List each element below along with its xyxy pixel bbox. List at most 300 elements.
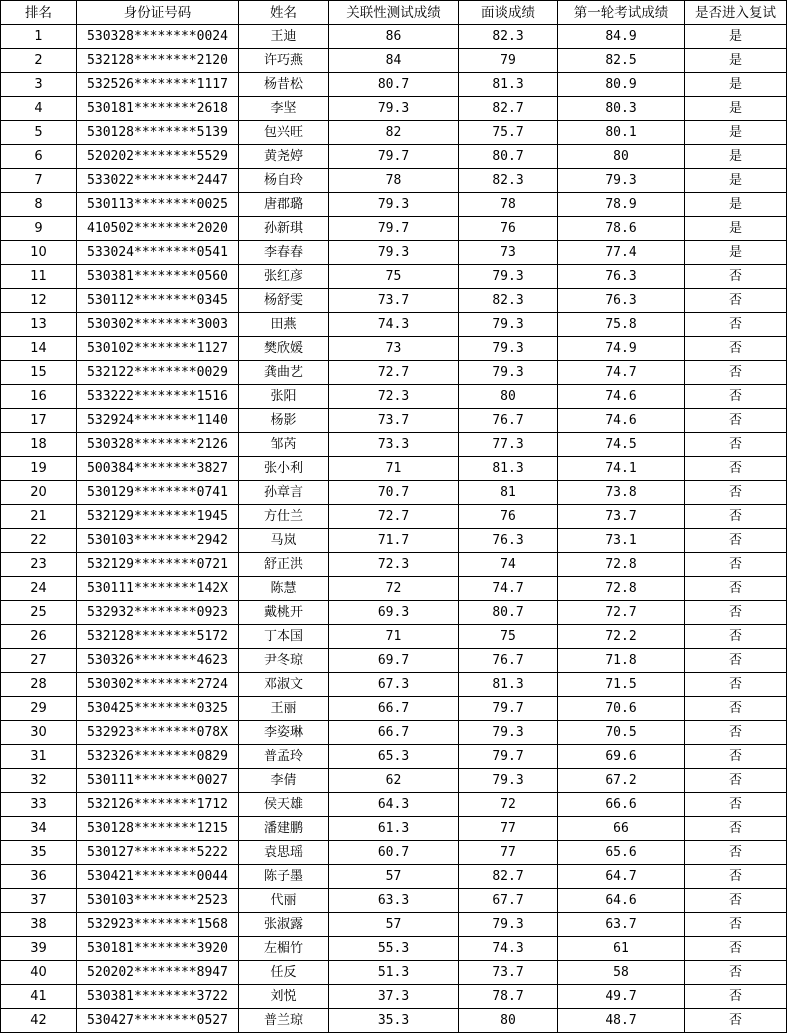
cell-interview-score: 79.3 — [459, 913, 558, 937]
cell-name: 杨影 — [239, 409, 329, 433]
cell-first-round-score: 70.5 — [558, 721, 685, 745]
cell-relevance-score: 71 — [329, 457, 459, 481]
table-row — [1, 937, 787, 961]
header-rank: 排名 — [1, 1, 77, 25]
cell-id-number: 530102********1127 — [77, 337, 239, 361]
cell-advance: 是 — [685, 193, 787, 217]
header-name: 姓名 — [239, 1, 329, 25]
cell-relevance-score: 73.3 — [329, 433, 459, 457]
cell-name: 田燕 — [239, 313, 329, 337]
cell-id-number: 530302********2724 — [77, 673, 239, 697]
table-row — [1, 241, 787, 265]
cell-relevance-score: 73.7 — [329, 409, 459, 433]
cell-advance: 否 — [685, 265, 787, 289]
cell-rank: 25 — [1, 601, 77, 625]
table-row — [1, 481, 787, 505]
cell-name: 李坚 — [239, 97, 329, 121]
cell-advance: 否 — [685, 961, 787, 985]
cell-relevance-score: 67.3 — [329, 673, 459, 697]
cell-interview-score: 74 — [459, 553, 558, 577]
cell-rank: 18 — [1, 433, 77, 457]
cell-name: 孙新琪 — [239, 217, 329, 241]
cell-relevance-score: 63.3 — [329, 889, 459, 913]
cell-rank: 32 — [1, 769, 77, 793]
cell-id-number: 500384********3827 — [77, 457, 239, 481]
table-row — [1, 601, 787, 625]
table-row — [1, 529, 787, 553]
cell-relevance-score: 71 — [329, 625, 459, 649]
cell-interview-score: 80 — [459, 1009, 558, 1033]
table-row — [1, 745, 787, 769]
cell-id-number: 530111********0027 — [77, 769, 239, 793]
cell-id-number: 530128********5139 — [77, 121, 239, 145]
cell-advance: 否 — [685, 457, 787, 481]
cell-advance: 否 — [685, 721, 787, 745]
cell-name: 潘建鹏 — [239, 817, 329, 841]
cell-relevance-score: 66.7 — [329, 697, 459, 721]
cell-relevance-score: 62 — [329, 769, 459, 793]
table-row — [1, 889, 787, 913]
cell-advance: 是 — [685, 217, 787, 241]
cell-relevance-score: 82 — [329, 121, 459, 145]
cell-advance: 否 — [685, 361, 787, 385]
cell-advance: 否 — [685, 673, 787, 697]
cell-relevance-score: 69.3 — [329, 601, 459, 625]
cell-first-round-score: 72.8 — [558, 577, 685, 601]
cell-rank: 9 — [1, 217, 77, 241]
table-row — [1, 817, 787, 841]
cell-first-round-score: 70.6 — [558, 697, 685, 721]
cell-advance: 是 — [685, 97, 787, 121]
cell-interview-score: 73.7 — [459, 961, 558, 985]
cell-name: 任反 — [239, 961, 329, 985]
cell-interview-score: 81 — [459, 481, 558, 505]
cell-advance: 否 — [685, 505, 787, 529]
cell-advance: 是 — [685, 25, 787, 49]
cell-first-round-score: 74.1 — [558, 457, 685, 481]
cell-id-number: 530129********0741 — [77, 481, 239, 505]
cell-first-round-score: 74.9 — [558, 337, 685, 361]
table-header — [1, 1, 787, 25]
cell-interview-score: 79 — [459, 49, 558, 73]
cell-id-number: 533024********0541 — [77, 241, 239, 265]
table-row — [1, 625, 787, 649]
cell-first-round-score: 74.6 — [558, 409, 685, 433]
cell-relevance-score: 65.3 — [329, 745, 459, 769]
cell-interview-score: 72 — [459, 793, 558, 817]
cell-rank: 28 — [1, 673, 77, 697]
table-row — [1, 313, 787, 337]
cell-interview-score: 81.3 — [459, 673, 558, 697]
cell-name: 侯天雄 — [239, 793, 329, 817]
cell-relevance-score: 79.7 — [329, 217, 459, 241]
cell-first-round-score: 61 — [558, 937, 685, 961]
cell-rank: 23 — [1, 553, 77, 577]
cell-interview-score: 79.3 — [459, 769, 558, 793]
header-advance-to-retest: 是否进入复试 — [685, 1, 787, 25]
cell-rank: 21 — [1, 505, 77, 529]
header-interview-score: 面谈成绩 — [459, 1, 558, 25]
cell-id-number: 530381********0560 — [77, 265, 239, 289]
cell-rank: 1 — [1, 25, 77, 49]
cell-name: 代丽 — [239, 889, 329, 913]
cell-rank: 41 — [1, 985, 77, 1009]
cell-id-number: 530381********3722 — [77, 985, 239, 1009]
cell-advance: 是 — [685, 241, 787, 265]
table-row — [1, 361, 787, 385]
cell-advance: 否 — [685, 913, 787, 937]
cell-first-round-score: 64.6 — [558, 889, 685, 913]
cell-rank: 39 — [1, 937, 77, 961]
cell-first-round-score: 65.6 — [558, 841, 685, 865]
cell-name: 王丽 — [239, 697, 329, 721]
cell-rank: 6 — [1, 145, 77, 169]
cell-id-number: 530421********0044 — [77, 865, 239, 889]
cell-relevance-score: 71.7 — [329, 529, 459, 553]
cell-rank: 12 — [1, 289, 77, 313]
cell-name: 普兰琼 — [239, 1009, 329, 1033]
cell-first-round-score: 66 — [558, 817, 685, 841]
cell-name: 马岚 — [239, 529, 329, 553]
cell-name: 孙章言 — [239, 481, 329, 505]
cell-first-round-score: 67.2 — [558, 769, 685, 793]
cell-id-number: 532129********1945 — [77, 505, 239, 529]
cell-advance: 否 — [685, 745, 787, 769]
cell-rank: 3 — [1, 73, 77, 97]
table-row — [1, 913, 787, 937]
cell-advance: 是 — [685, 145, 787, 169]
table-row — [1, 697, 787, 721]
cell-name: 张淑露 — [239, 913, 329, 937]
cell-advance: 否 — [685, 289, 787, 313]
cell-advance: 否 — [685, 793, 787, 817]
cell-relevance-score: 79.3 — [329, 97, 459, 121]
table-row — [1, 385, 787, 409]
cell-name: 左楣竹 — [239, 937, 329, 961]
cell-interview-score: 80 — [459, 385, 558, 409]
cell-interview-score: 80.7 — [459, 145, 558, 169]
cell-rank: 15 — [1, 361, 77, 385]
cell-first-round-score: 78.6 — [558, 217, 685, 241]
cell-rank: 38 — [1, 913, 77, 937]
cell-id-number: 530425********0325 — [77, 697, 239, 721]
table-row — [1, 145, 787, 169]
cell-rank: 4 — [1, 97, 77, 121]
cell-first-round-score: 80.9 — [558, 73, 685, 97]
cell-relevance-score: 57 — [329, 865, 459, 889]
cell-name: 黄尧婷 — [239, 145, 329, 169]
table-row — [1, 1009, 787, 1033]
cell-id-number: 520202********8947 — [77, 961, 239, 985]
table-row — [1, 169, 787, 193]
table-row — [1, 25, 787, 49]
cell-id-number: 530326********4623 — [77, 649, 239, 673]
cell-relevance-score: 73.7 — [329, 289, 459, 313]
table-row — [1, 793, 787, 817]
cell-name: 王迪 — [239, 25, 329, 49]
cell-name: 李春春 — [239, 241, 329, 265]
table-row — [1, 985, 787, 1009]
cell-rank: 11 — [1, 265, 77, 289]
cell-interview-score: 82.3 — [459, 169, 558, 193]
cell-first-round-score: 72.8 — [558, 553, 685, 577]
table-row — [1, 73, 787, 97]
cell-interview-score: 82.3 — [459, 289, 558, 313]
table-row — [1, 505, 787, 529]
cell-interview-score: 79.3 — [459, 265, 558, 289]
cell-rank: 31 — [1, 745, 77, 769]
cell-name: 杨昔松 — [239, 73, 329, 97]
cell-interview-score: 76.3 — [459, 529, 558, 553]
cell-rank: 8 — [1, 193, 77, 217]
cell-rank: 37 — [1, 889, 77, 913]
cell-relevance-score: 86 — [329, 25, 459, 49]
cell-first-round-score: 73.1 — [558, 529, 685, 553]
cell-interview-score: 82.7 — [459, 97, 558, 121]
cell-rank: 24 — [1, 577, 77, 601]
cell-advance: 是 — [685, 49, 787, 73]
table-row — [1, 577, 787, 601]
cell-advance: 否 — [685, 385, 787, 409]
cell-interview-score: 74.3 — [459, 937, 558, 961]
cell-first-round-score: 71.5 — [558, 673, 685, 697]
cell-relevance-score: 79.3 — [329, 241, 459, 265]
cell-id-number: 410502********2020 — [77, 217, 239, 241]
cell-first-round-score: 64.7 — [558, 865, 685, 889]
cell-advance: 否 — [685, 337, 787, 361]
table-row — [1, 289, 787, 313]
header-first-round-score: 第一轮考试成绩 — [558, 1, 685, 25]
cell-id-number: 530112********0345 — [77, 289, 239, 313]
cell-relevance-score: 72.7 — [329, 505, 459, 529]
cell-interview-score: 82.7 — [459, 865, 558, 889]
cell-name: 樊欣媛 — [239, 337, 329, 361]
table-row — [1, 337, 787, 361]
table-row — [1, 409, 787, 433]
cell-id-number: 532932********0923 — [77, 601, 239, 625]
cell-interview-score: 76 — [459, 217, 558, 241]
cell-first-round-score: 58 — [558, 961, 685, 985]
cell-advance: 否 — [685, 985, 787, 1009]
cell-first-round-score: 80.1 — [558, 121, 685, 145]
cell-rank: 40 — [1, 961, 77, 985]
cell-first-round-score: 84.9 — [558, 25, 685, 49]
cell-name: 丁本国 — [239, 625, 329, 649]
table-row — [1, 433, 787, 457]
cell-advance: 否 — [685, 817, 787, 841]
cell-rank: 7 — [1, 169, 77, 193]
cell-advance: 否 — [685, 865, 787, 889]
cell-name: 包兴旺 — [239, 121, 329, 145]
cell-interview-score: 74.7 — [459, 577, 558, 601]
cell-name: 张阳 — [239, 385, 329, 409]
cell-advance: 否 — [685, 649, 787, 673]
cell-id-number: 530127********5222 — [77, 841, 239, 865]
cell-name: 普孟玲 — [239, 745, 329, 769]
cell-first-round-score: 82.5 — [558, 49, 685, 73]
cell-rank: 35 — [1, 841, 77, 865]
cell-rank: 30 — [1, 721, 77, 745]
cell-interview-score: 81.3 — [459, 457, 558, 481]
cell-first-round-score: 72.7 — [558, 601, 685, 625]
cell-interview-score: 79.3 — [459, 337, 558, 361]
cell-rank: 17 — [1, 409, 77, 433]
cell-first-round-score: 73.7 — [558, 505, 685, 529]
cell-name: 方仕兰 — [239, 505, 329, 529]
cell-id-number: 532924********1140 — [77, 409, 239, 433]
table-row — [1, 193, 787, 217]
cell-interview-score: 78 — [459, 193, 558, 217]
cell-interview-score: 75 — [459, 625, 558, 649]
cell-name: 戴桃开 — [239, 601, 329, 625]
cell-name: 刘悦 — [239, 985, 329, 1009]
cell-name: 袁思瑶 — [239, 841, 329, 865]
cell-advance: 否 — [685, 577, 787, 601]
cell-relevance-score: 69.7 — [329, 649, 459, 673]
cell-name: 张小利 — [239, 457, 329, 481]
table-row — [1, 457, 787, 481]
cell-name: 杨舒雯 — [239, 289, 329, 313]
cell-first-round-score: 74.5 — [558, 433, 685, 457]
table-row — [1, 49, 787, 73]
cell-interview-score: 78.7 — [459, 985, 558, 1009]
cell-relevance-score: 84 — [329, 49, 459, 73]
cell-first-round-score: 80.3 — [558, 97, 685, 121]
cell-relevance-score: 55.3 — [329, 937, 459, 961]
cell-advance: 否 — [685, 889, 787, 913]
cell-advance: 否 — [685, 697, 787, 721]
cell-relevance-score: 64.3 — [329, 793, 459, 817]
cell-interview-score: 76.7 — [459, 649, 558, 673]
cell-id-number: 532923********1568 — [77, 913, 239, 937]
cell-id-number: 532526********1117 — [77, 73, 239, 97]
cell-name: 张红彦 — [239, 265, 329, 289]
cell-id-number: 530113********0025 — [77, 193, 239, 217]
cell-rank: 2 — [1, 49, 77, 73]
cell-advance: 是 — [685, 169, 787, 193]
table-row — [1, 553, 787, 577]
table-row — [1, 265, 787, 289]
table-row — [1, 97, 787, 121]
cell-id-number: 530103********2523 — [77, 889, 239, 913]
cell-name: 杨自玲 — [239, 169, 329, 193]
cell-relevance-score: 78 — [329, 169, 459, 193]
cell-id-number: 530181********3920 — [77, 937, 239, 961]
cell-first-round-score: 76.3 — [558, 289, 685, 313]
cell-interview-score: 82.3 — [459, 25, 558, 49]
cell-id-number: 530328********0024 — [77, 25, 239, 49]
cell-interview-score: 77.3 — [459, 433, 558, 457]
cell-advance: 否 — [685, 313, 787, 337]
cell-relevance-score: 60.7 — [329, 841, 459, 865]
cell-advance: 是 — [685, 121, 787, 145]
cell-first-round-score: 78.9 — [558, 193, 685, 217]
cell-id-number: 520202********5529 — [77, 145, 239, 169]
cell-rank: 16 — [1, 385, 77, 409]
cell-id-number: 532326********0829 — [77, 745, 239, 769]
cell-relevance-score: 70.7 — [329, 481, 459, 505]
cell-name: 许巧燕 — [239, 49, 329, 73]
table-row — [1, 865, 787, 889]
cell-name: 李姿琳 — [239, 721, 329, 745]
cell-rank: 27 — [1, 649, 77, 673]
cell-id-number: 530181********2618 — [77, 97, 239, 121]
cell-rank: 20 — [1, 481, 77, 505]
cell-first-round-score: 79.3 — [558, 169, 685, 193]
cell-advance: 否 — [685, 841, 787, 865]
cell-rank: 29 — [1, 697, 77, 721]
table-row — [1, 841, 787, 865]
cell-interview-score: 79.3 — [459, 313, 558, 337]
cell-rank: 42 — [1, 1009, 77, 1033]
cell-relevance-score: 51.3 — [329, 961, 459, 985]
cell-advance: 否 — [685, 1009, 787, 1033]
cell-first-round-score: 69.6 — [558, 745, 685, 769]
cell-id-number: 530427********0527 — [77, 1009, 239, 1033]
cell-id-number: 532923********078X — [77, 721, 239, 745]
cell-relevance-score: 66.7 — [329, 721, 459, 745]
cell-id-number: 532128********2120 — [77, 49, 239, 73]
cell-relevance-score: 35.3 — [329, 1009, 459, 1033]
cell-id-number: 532129********0721 — [77, 553, 239, 577]
cell-id-number: 533022********2447 — [77, 169, 239, 193]
cell-id-number: 530128********1215 — [77, 817, 239, 841]
cell-interview-score: 81.3 — [459, 73, 558, 97]
cell-relevance-score: 79.3 — [329, 193, 459, 217]
cell-id-number: 532122********0029 — [77, 361, 239, 385]
cell-first-round-score: 76.3 — [558, 265, 685, 289]
cell-id-number: 530111********142X — [77, 577, 239, 601]
table-row — [1, 649, 787, 673]
cell-rank: 14 — [1, 337, 77, 361]
cell-name: 李倩 — [239, 769, 329, 793]
cell-relevance-score: 57 — [329, 913, 459, 937]
cell-relevance-score: 72 — [329, 577, 459, 601]
cell-rank: 10 — [1, 241, 77, 265]
cell-advance: 否 — [685, 553, 787, 577]
header-relevance-score: 关联性测试成绩 — [329, 1, 459, 25]
header-row — [1, 1, 787, 25]
cell-first-round-score: 66.6 — [558, 793, 685, 817]
cell-id-number: 533222********1516 — [77, 385, 239, 409]
cell-first-round-score: 80 — [558, 145, 685, 169]
cell-interview-score: 73 — [459, 241, 558, 265]
cell-name: 陈子墨 — [239, 865, 329, 889]
cell-rank: 33 — [1, 793, 77, 817]
cell-rank: 5 — [1, 121, 77, 145]
cell-advance: 否 — [685, 625, 787, 649]
cell-interview-score: 79.3 — [459, 361, 558, 385]
cell-relevance-score: 72.3 — [329, 553, 459, 577]
cell-interview-score: 80.7 — [459, 601, 558, 625]
cell-id-number: 532128********5172 — [77, 625, 239, 649]
cell-interview-score: 76 — [459, 505, 558, 529]
cell-rank: 34 — [1, 817, 77, 841]
cell-name: 尹冬琼 — [239, 649, 329, 673]
cell-first-round-score: 49.7 — [558, 985, 685, 1009]
cell-advance: 否 — [685, 481, 787, 505]
cell-interview-score: 76.7 — [459, 409, 558, 433]
table-row — [1, 217, 787, 241]
cell-name: 邹芮 — [239, 433, 329, 457]
cell-first-round-score: 77.4 — [558, 241, 685, 265]
cell-relevance-score: 74.3 — [329, 313, 459, 337]
cell-advance: 否 — [685, 769, 787, 793]
cell-relevance-score: 61.3 — [329, 817, 459, 841]
cell-id-number: 530302********3003 — [77, 313, 239, 337]
cell-relevance-score: 72.7 — [329, 361, 459, 385]
cell-interview-score: 75.7 — [459, 121, 558, 145]
